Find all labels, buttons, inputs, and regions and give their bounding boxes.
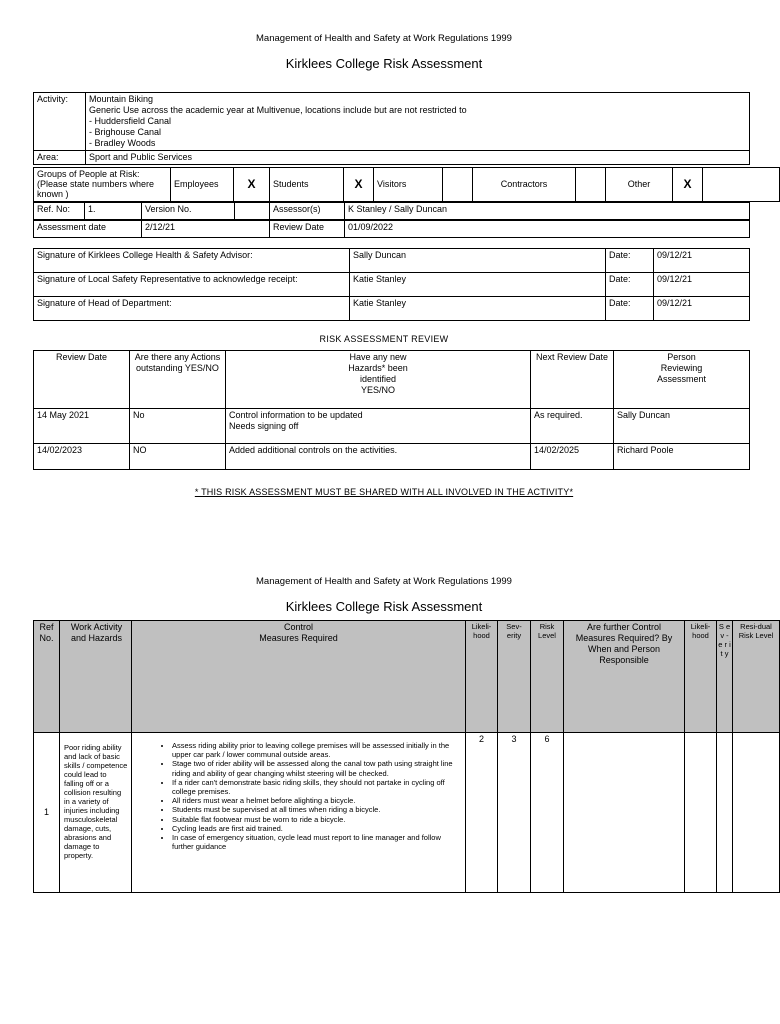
version-value [235,203,270,220]
review-date: 14 May 2021 [34,409,130,444]
signature-date-label: Date: [606,273,654,297]
risk-activity: Poor riding ability and lack of basic skills / competence could lead to falling off or a collision resulting in a variety of injuries including musculoskeletal damage, cuts, abrasions and damage to property. [60,733,132,893]
review-hazards-line: Control information to be updated [229,410,363,420]
header-severity: Sev-erity [498,621,531,733]
employees-mark: X [234,168,270,202]
assessment-date-table [33,220,750,238]
risk-severity: 3 [498,733,531,893]
activity-table [33,92,750,165]
control-item: • Stage two of rider ability will be assessed along the canal tow path using straight line riding and ability of gear changing whilst steering will be checked. [172,759,461,777]
risk-table [33,620,780,893]
review-hazards-line: Added additional controls on the activities. [229,445,398,455]
students-label: Students [270,168,344,202]
review-header-next: Next Review Date [531,351,614,409]
header-ref: Ref No. [34,621,60,733]
risk-ref: 1 [34,733,60,893]
header-likelihood: Likeli-hood [466,621,498,733]
activity-label: Activity: [34,93,86,151]
review-date-value: 01/09/2022 [345,221,750,238]
risk-level: 6 [531,733,564,893]
employees-label: Employees [171,168,234,202]
header-risk: Risk Level [531,621,564,733]
ref-value: 1. [85,203,142,220]
signature-name: Katie Stanley [350,273,606,297]
risk-likelihood-2 [685,733,717,893]
control-item: • Assess riding ability prior to leaving college premises will be assessed initially in the upper car park / lower communal outside areas. [172,741,461,759]
assessment-date-label: Assessment date [34,221,142,238]
header-likelihood-2: Likeli-hood [685,621,717,733]
control-item: • Cycling leads are first aid trained. [172,824,461,833]
signature-date-label: Date: [606,297,654,321]
header-residual: Resi-dual Risk Level [733,621,780,733]
header-further: Are further Control Measures Required? By When and Person Responsible [564,621,685,733]
other-mark: X [673,168,703,202]
review-header-person: Person Reviewing Assessment [614,351,750,409]
contractors-mark [576,168,606,202]
review-header-date: Review Date [34,351,130,409]
control-item: • Suitable flat footwear must be worn to ride a bicycle. [172,815,461,824]
signature-label: Signature of Local Safety Representative to acknowledge receipt: [34,273,350,297]
header-control-line: Control [283,622,313,632]
groups-label: Groups of People at Risk: (Please state numbers where known ) [34,168,171,202]
location-item: - Huddersfield Canal [89,116,172,126]
groups-table [33,167,780,202]
activity-name: Mountain Biking [89,94,154,104]
activity-description: Generic Use across the academic year at Multivenue, locations include but are not restricted to [89,105,467,115]
version-label: Version No. [142,203,235,220]
control-item: • All riders must wear a helmet before alighting a bicycle. [172,796,461,805]
control-item: • Students must be supervised at all times when riding a bicycle. [172,805,461,814]
signature-label: Signature of Head of Department: [34,297,350,321]
activity-details [86,93,750,151]
header-control [132,621,466,733]
review-hazards-line: Needs signing off [229,421,299,431]
signature-name: Katie Stanley [350,297,606,321]
ref-table [33,202,750,220]
ref-label: Ref. No: [34,203,85,220]
signature-date: 09/12/21 [654,273,750,297]
risk-further [564,733,685,893]
location-item: - Bradley Woods [89,138,156,148]
signatures-table [33,248,750,321]
review-hazards [226,409,531,444]
students-mark: X [344,168,374,202]
review-next: As required. [531,409,614,444]
risk-likelihood: 2 [466,733,498,893]
review-person: Sally Duncan [614,409,750,444]
assessor-label: Assessor(s) [270,203,345,220]
risk-severity-2 [717,733,733,893]
signature-name: Sally Duncan [350,249,606,273]
controls-list [154,741,461,851]
review-date-label: Review Date [270,221,345,238]
regulation-header: Management of Health and Safety at Work Regulations 1999 [256,576,512,587]
review-next: 14/02/2025 [531,444,614,470]
visitors-mark [443,168,473,202]
assessor-value: K Stanley / Sally Duncan [345,203,750,220]
review-row [34,444,750,470]
visitors-label: Visitors [374,168,443,202]
review-actions: No [130,409,226,444]
review-section-title: RISK ASSESSMENT REVIEW [319,334,449,344]
other-label: Other [606,168,673,202]
signature-date: 09/12/21 [654,249,750,273]
area-value: Sport and Public Services [86,151,750,165]
signature-label: Signature of Kirklees College Health & Safety Advisor: [34,249,350,273]
area-label: Area: [34,151,86,165]
contractors-label: Contractors [473,168,576,202]
control-item: • If a rider can't demonstrate basic riding skills, they should not partake in cycling off college premises. [172,778,461,796]
page-title: Kirklees College Risk Assessment [285,599,483,614]
share-notice: * THIS RISK ASSESSMENT MUST BE SHARED WITH ALL INVOLVED IN THE ACTIVITY* [194,487,574,497]
header-activity: Work Activity and Hazards [60,621,132,733]
risk-residual [733,733,780,893]
review-person: Richard Poole [614,444,750,470]
signature-date-label: Date: [606,249,654,273]
assessment-date-value: 2/12/21 [142,221,270,238]
risk-controls [132,733,466,893]
review-header-hazards: Have any new Hazards* been identified YES/NO [226,351,531,409]
risk-row [34,733,780,893]
control-item: • In case of emergency situation, cycle lead must report to line manager and follow further guidance [172,833,461,851]
review-hazards [226,444,531,470]
review-date: 14/02/2023 [34,444,130,470]
review-table [33,350,750,470]
header-control-line: Measures Required [259,633,338,643]
regulation-header: Management of Health and Safety at Work Regulations 1999 [256,33,512,44]
signature-date: 09/12/21 [654,297,750,321]
review-row [34,409,750,444]
header-severity-2: S e v - e r i t y [717,621,733,733]
page-title: Kirklees College Risk Assessment [285,56,483,71]
review-header-actions: Are there any Actions outstanding YES/NO [130,351,226,409]
review-actions: NO [130,444,226,470]
location-item: - Brighouse Canal [89,127,162,137]
